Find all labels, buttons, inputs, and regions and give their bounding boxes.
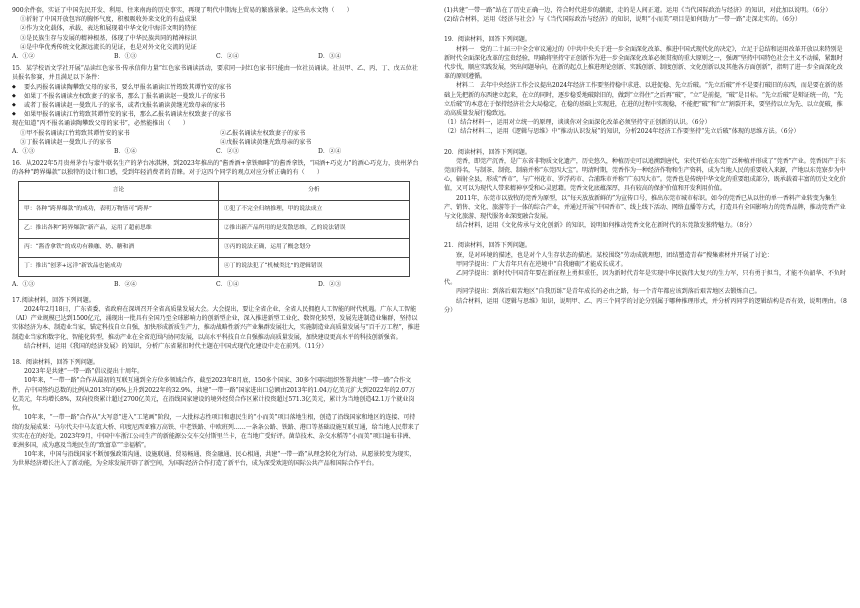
q21-student-c: 丙同学提出：到落后艰苦地区“自我历练”是青年成长的必由之路，每一个青年都应该到落后艰苦地区去锻炼自己。	[456, 288, 761, 296]
q21-title: 21．阅读材料，回答下列问题。	[444, 242, 531, 250]
q21-student-a: 甲同学提出：广大青年只有在逆境中“自我磨砺”才能成长成才。	[456, 260, 627, 268]
table-cell: 丙：“酱香拿铁”的成功有赖咖、奶、糖和酒	[19, 238, 219, 257]
q15-option-2: ②乙报名诵读左权致妻子的家书	[220, 129, 306, 137]
q16-choice-c: C．①④	[216, 280, 239, 288]
q14-option-3: ③是民族生存与发展的精神根基，体现了中华民族共同的精神标识	[20, 34, 197, 42]
q20-paragraph-2: 2011年，东莞市以放牧的莞香为原型，以“每天放放新鲜的”为宣传口号，推出东莞市城市标识。如今的莞香已从以往的单一香料产业转变为集生产、销售、文化、旅游等于一体的综合产业，并通过开展“中国香市”、线上线下活动、网络直播等方式，打造具有全国影响力的莞香品牌，推动莞香产业与文化旅游、现代服务业深度融合发展。	[444, 194, 846, 221]
q14-choices	[12, 52, 420, 61]
q14-stem: 900余件套，实证了中国先民开发、利用、往来南海的历史事实，再现了明代中期海上贸易的繁盛景象。这些出水文物（ ）	[12, 7, 353, 14]
q18-sub-2: (2)结合材料，运用《经济与社会》与《当代国际政治与经济》的知识，说明“小而美”项目是如何助力“一带一路”走深走实的。（6分）	[444, 16, 802, 24]
table-row	[19, 238, 410, 257]
q18-sub-1: (1)共建“一带一路”站在了历史正确一边，符合时代进步的潮流，走的是人间正道。运用《当代国际政治与经济》的知识，对此加以说明。（6分）	[444, 7, 832, 14]
q18-paragraph-3: 10年来，中国与沿线国家不断加强政策沟通、设施联通、贸易畅通、资金融通、民心相通，共建“一带一路”从理念转化为行动、从愿景转变为现实，为世界经济增长注入了新动能，为全球发展开辟了新空间，为国际经济合作打造了新平台，成为深受欢迎的国际公共产品和国际合作平台。	[12, 451, 416, 468]
table-cell: ①犯了不完全归纳推理，甲的说法成立	[218, 200, 409, 219]
q18-paragraph-1: 10年来，“一带一路”合作从最初的互联互通到全方位多领域合作，截至2023年8月底，150多个国家、30多个国际组织签署共建“一带一路”合作文件，占中国签约总数的比例从2013年的6%上升到2022年的32.9%，共建“一带一路”国家进出口总额由2013年的1.04万亿美元扩大到2022年的2.07万亿美元，年均增长8%，双向投资累计超过2700亿美元，在沿线国家建设的境外经贸合作区累计投资超过571.3亿美元，累计为当地创造42.1万个就业岗位。	[12, 377, 415, 413]
q19-ask-1: （1）结合材料一，运用对立统一的原理，谈谈你对全面深化改革必须坚持守正创新的认识。（6分）	[444, 119, 711, 127]
q21-student-b: 乙同学提出：新时代中国青年要在新征程上勇担重任，因为新时代青年是实现中华民族伟大复兴的生力军，只有勇于担当，才能不负韶华、不负时代。	[444, 270, 846, 287]
q21-lead: 寮，是对环境的描述，也是对个人生存状态的描述。某校围绕“劳动成就理想，团结塑造青春”搜集素材并开展了讨论：	[456, 251, 774, 259]
table-header-row	[19, 181, 410, 200]
q14-option-1: ①折射了中国开放包容的胸怀气度，积极吸收外来文化的有益成果	[20, 16, 197, 24]
left-column	[12, 6, 420, 469]
q17-material: 2024年2月18日，广东省委、省政府在深圳召开全省高质量发展大会。大会提出，要让全省企业、全省人民拥抱人工智能的时代机遇。广东人工智能（AI）产业规模已达到1500亿元，涌现出一批具有全国乃至全球影响力的创新型企业，深入推进新型工业化、数智化转型，发展先进制造业集群，坚持以实体经济为本、制造业当家，锚定科技自立自强，加快形成新质生产力，推动战略性新兴产业集群发展壮大，实施制造业高质量发展与“百千万工程”，推进制造业当家和数字化、智能化转型，推动产业在全省范围内协同发展，以高水平科技自立自强推动高质量发展，加快建设更高水平的科技创新强省。	[12, 306, 420, 341]
q14-option-2: ②作为文化载体，承载、表达和展现着中华文化中海洋文明的特征	[20, 25, 197, 33]
q19-ask-2: （2）结合材料二，运用《逻辑与思维》中“推动认识发展”的知识，分析2024年经济工作要坚持“先立后破”体现的思维方法。（6分）	[444, 128, 800, 136]
table-cell: 丁：推出“创茅+远洋”新饮品也能成功	[19, 257, 219, 276]
q15-stem: 15．某学校语文学社开展“品读红色家书·传承信仰力量”红色家书诵读活动，要求同一封红色家书只能由一位社员诵读。社员甲、乙、丙、丁、戊五位社员报名参赛，并且满足以下条件：	[12, 65, 418, 82]
q14-choice-d: D．③④	[318, 53, 342, 61]
q15-condition-4: ◆ 如果甲报名诵读江竹筠致其谭竹安的家书，那么乙报名诵读左权致妻子的家书	[12, 110, 420, 119]
q16-choice-b: B．②④	[114, 280, 137, 288]
q15-option-3: ③丁报名诵读赵一曼致儿子的家书	[20, 138, 112, 146]
q16-choice-d: D．②③	[318, 280, 342, 288]
q18-paragraph-2: 10年来，“一带一路”合作从“大写意”进入“工笔画”阶段，一大批标志性项目和惠民生的“小而美”项目落地生根，创造了沿线国家和地区的连接、可持续的发展成果：马尔代夫中马友谊大桥、印度尼西亚雅万高铁、中老铁路、中欧班列……一条条公路、铁路、港口等基础设施互联互通，给当地人民带来了实实在在的好处。2023年9月，中国中车浙江公司生产的新能源公交车交付斯里兰卡，在当地广受好评。菌草技术、杂交水稻等“小而美”项目遍布非洲、亚洲多国，成为惠及当地民生的“致富草”“幸福稻”。	[12, 414, 420, 449]
q20-ask: 结合材料，运用《文化传承与文化创新》的知识，说明如何推动莞香文化在新时代的东莞散发独特魅力。（8分）	[456, 222, 756, 230]
right-column	[444, 6, 848, 315]
q18-title: 18．阅读材料，回答下列问题。	[12, 359, 99, 367]
q15-condition-1: ◆ 要么丙报名诵读陶攀致父母的家书，要么甲报名诵读江竹筠致其谭竹安的家书	[12, 83, 420, 92]
q15-condition-3: ◆ 或者丁报名诵读赵一曼致儿子的家书，或者戊报名诵读黄继光致母亲的家书	[12, 101, 420, 110]
q15-condition-2: ◆ 如果丁不报名诵读左权致妻子的家书，那么丁报名诵读赵一曼致儿子的家书	[12, 92, 420, 101]
q14-option-4: ④是中华优秀传统文化源远流长的见证，也是对外文化交流的见证	[20, 43, 197, 51]
q15-choice-c: C．②③	[216, 148, 239, 156]
table-cell: 甲：各种“跨界爆款”的成功，表明万物皆可“跨界”	[19, 200, 219, 219]
table-row	[19, 200, 410, 219]
q18-lead: 2023年是共建“一带一路”倡议提出十周年。	[24, 368, 144, 376]
q15-option-4: ④戊报名诵读黄继光致母亲的家书	[220, 138, 312, 146]
table-cell: ④丁的说法犯了“机械类比”的逻辑错误	[218, 257, 409, 276]
q15-option-1: ①甲不报名诵读江竹筠致其谭竹安的家书	[20, 129, 130, 137]
q15-choice-a: A．①③	[12, 148, 35, 156]
table-cell: 乙：推出各种“跨界爆款”新产品，运用了超前思维	[19, 219, 219, 238]
q16-table	[18, 181, 410, 277]
q15-choice-d: D．②④	[318, 148, 342, 156]
q16-stem: 16．从2022年5月贵州茅台与蒙牛联名生产的茅台冰淇淋，到2023年推出的“酱香酒+拿铁咖啡”的酱香拿铁，“国酒+巧克力”的酒心巧克力，贵州茅台的各种“跨界爆款”以独特的设计和口感，受到年轻消费者的青睐。对于这四个同学的观点对应分析正确的有（ ）	[12, 160, 419, 177]
table-cell: ②推出新产品所用的是发散思维，乙的说法错误	[218, 219, 409, 238]
table-row	[19, 257, 410, 276]
table-row	[19, 219, 410, 238]
q14-choice-a: A．①②	[12, 53, 35, 61]
table-header-statement: 言论	[19, 181, 219, 200]
q19-material-2: 材料二 去年中央经济工作会议提出2024年经济工作要坚持稳中求进、以进促稳、先立后破。“先立后破”并不是要打破旧的东西，而是要在新的基础上先把新的东西建立起来，在立的同时，逐步稳妥地破除旧的，做到“立得住”之后再“破”，“立”是前提，“破”是目标。“先立后破”是辩证统一的，“先立后破”的本意在于保持经济社会大局稳定，在稳的基础上实现进，在进的过程中实现稳，不能把“破”和“立”割裂开来，要坚持以立为先、以立促破，推动高质量发展行稳致远。	[444, 82, 843, 118]
q16-choices	[12, 280, 420, 289]
q19-title: 19．阅读材料，回答下列问题。	[444, 36, 531, 44]
q15-ask: 现在知道“丙不报名诵读陶攀致父母的家书”，必然能推出（ ）	[12, 120, 189, 128]
q15-choices	[12, 147, 420, 156]
q15-options	[12, 129, 420, 147]
table-cell: ③丙的说法正确，运用了概念划分	[218, 238, 409, 257]
q21-ask: 结合材料，运用《逻辑与思维》知识，说明甲、乙、丙三个同学的讨论分别属于哪种推理形式，并分析丙同学的逻辑结构是否有效，说明理由。（8分）	[444, 297, 847, 314]
q14-choice-c: C．②④	[216, 53, 239, 61]
q14-choice-b: B．①③	[114, 53, 137, 61]
q17-title: 17.阅读材料，回答下列问题。	[12, 296, 95, 304]
q20-paragraph-1: 莞香，即莞产沉香，是广东省非物质文化遗产，历史悠久，种植历史可以追溯到唐代，宋代开始在东莞广泛种植并形成了“莞香”产业。莞香因产于东莞而得名，与制茶、制瓷、制扇并称“东莞四大宝”。明清时期，莞香作为一种经济作物和生产资料，成为当地人民的重要收入来源，产地以东莞寮步为中心，辐射全县，形成“香市”，与广州花市、罗浮药市、合浦珠市并称“广东四大市”。莞香也是传统中华文化的重要组成部分，既承载着丰富的历史文化价值，又可以为现代人带来精神享受和心灵慰藉。莞香文化底蕴深厚，具有较高的保护价值和开发利用价值。	[444, 157, 846, 193]
table-header-analysis: 分析	[218, 181, 409, 200]
q20-title: 20．阅读材料，回答下列问题。	[444, 148, 531, 156]
q17-ask: 结合材料，运用《我国的经济发展》的知识，分析广东省紧扣时代主题在中国式现代化建设中走在前列。（11分）	[24, 342, 328, 350]
q19-material-1: 材料一 党的二十届三中全会审议通过的《中共中央关于进一步全面深化改革、推进中国式现代化的决定》，立足于总结和运用改革开放以来特别是新时代全面深化改革的宝贵经验，明确将坚持守正创新作为进一步全面深化改革必须贯彻的重大原则之一，强调“坚持中国特色社会主义不动摇，紧跟时代步伐，顺应实践发展，突出问题导向，在新的起点上推进理论创新、实践创新、制度创新、文化创新以及其他各方面创新”，指明了进一步全面深化改革的原则遵循。	[444, 45, 843, 81]
q15-choice-b: B．①④	[114, 148, 137, 156]
q16-choice-a: A．①③	[12, 280, 35, 288]
